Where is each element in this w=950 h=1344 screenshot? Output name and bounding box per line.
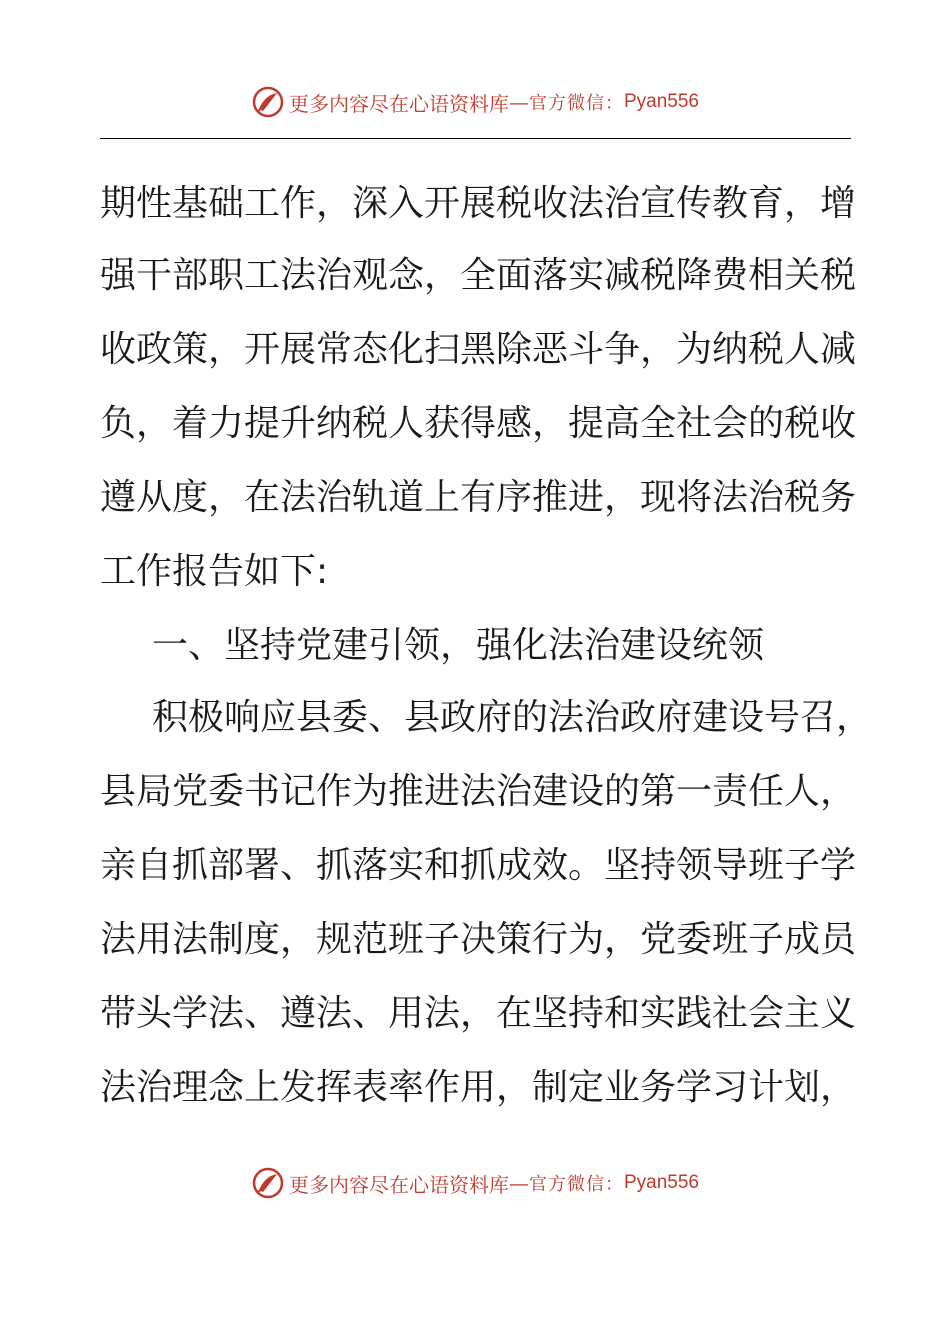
header-wechat-id: Pyan556: [623, 91, 699, 112]
header-dash: —: [508, 90, 529, 114]
header-brand: 更多内容尽在心语资料库: [288, 91, 509, 116]
footer-brand: 更多内容尽在心语资料库: [288, 1172, 509, 1197]
body-line: 期性基础工作，深入开展税收法治宣传教育，增: [100, 183, 857, 224]
header-divider: [100, 138, 851, 139]
footer-watermark: [0, 1163, 950, 1203]
logo-icon: [251, 85, 285, 119]
header-watermark: [0, 82, 950, 122]
body-line: 遵从度，在法治轨道上有序推进，现将法治税务: [100, 477, 857, 518]
header-wechat-label: 官方微信：: [528, 93, 624, 114]
paragraph-first-line: 积极响应县委、县政府的法治政府建设号召，: [152, 697, 873, 738]
body-line: 法用法制度，规范班子决策行为，党委班子成员: [100, 919, 857, 960]
body-line: 工作报告如下:: [100, 551, 329, 592]
body-line: 带头学法、遵法、用法，在坚持和实践社会主义: [100, 993, 857, 1034]
footer-wechat-label: 官方微信：: [528, 1174, 624, 1195]
logo-icon: [251, 1166, 285, 1200]
footer-dash: —: [508, 1171, 529, 1195]
footer-wechat-id: Pyan556: [623, 1172, 699, 1193]
body-line: 负，着力提升纳税人获得感，提高全社会的税收: [100, 403, 857, 444]
body-line: 亲自抓部署、抓落实和抓成效。坚持领导班子学: [100, 845, 857, 886]
body-line: 县局党委书记作为推进法治建设的第一责任人，: [100, 771, 857, 812]
section-heading: 一、坚持党建引领，强化法治建设统领: [152, 625, 765, 666]
body-line: 收政策，开展常态化扫黑除恶斗争，为纳税人减: [100, 329, 857, 370]
body-line: 强干部职工法治观念，全面落实减税降费相关税: [100, 255, 857, 296]
body-line: 法治理念上发挥表率作用，制定业务学习计划，: [100, 1067, 857, 1108]
